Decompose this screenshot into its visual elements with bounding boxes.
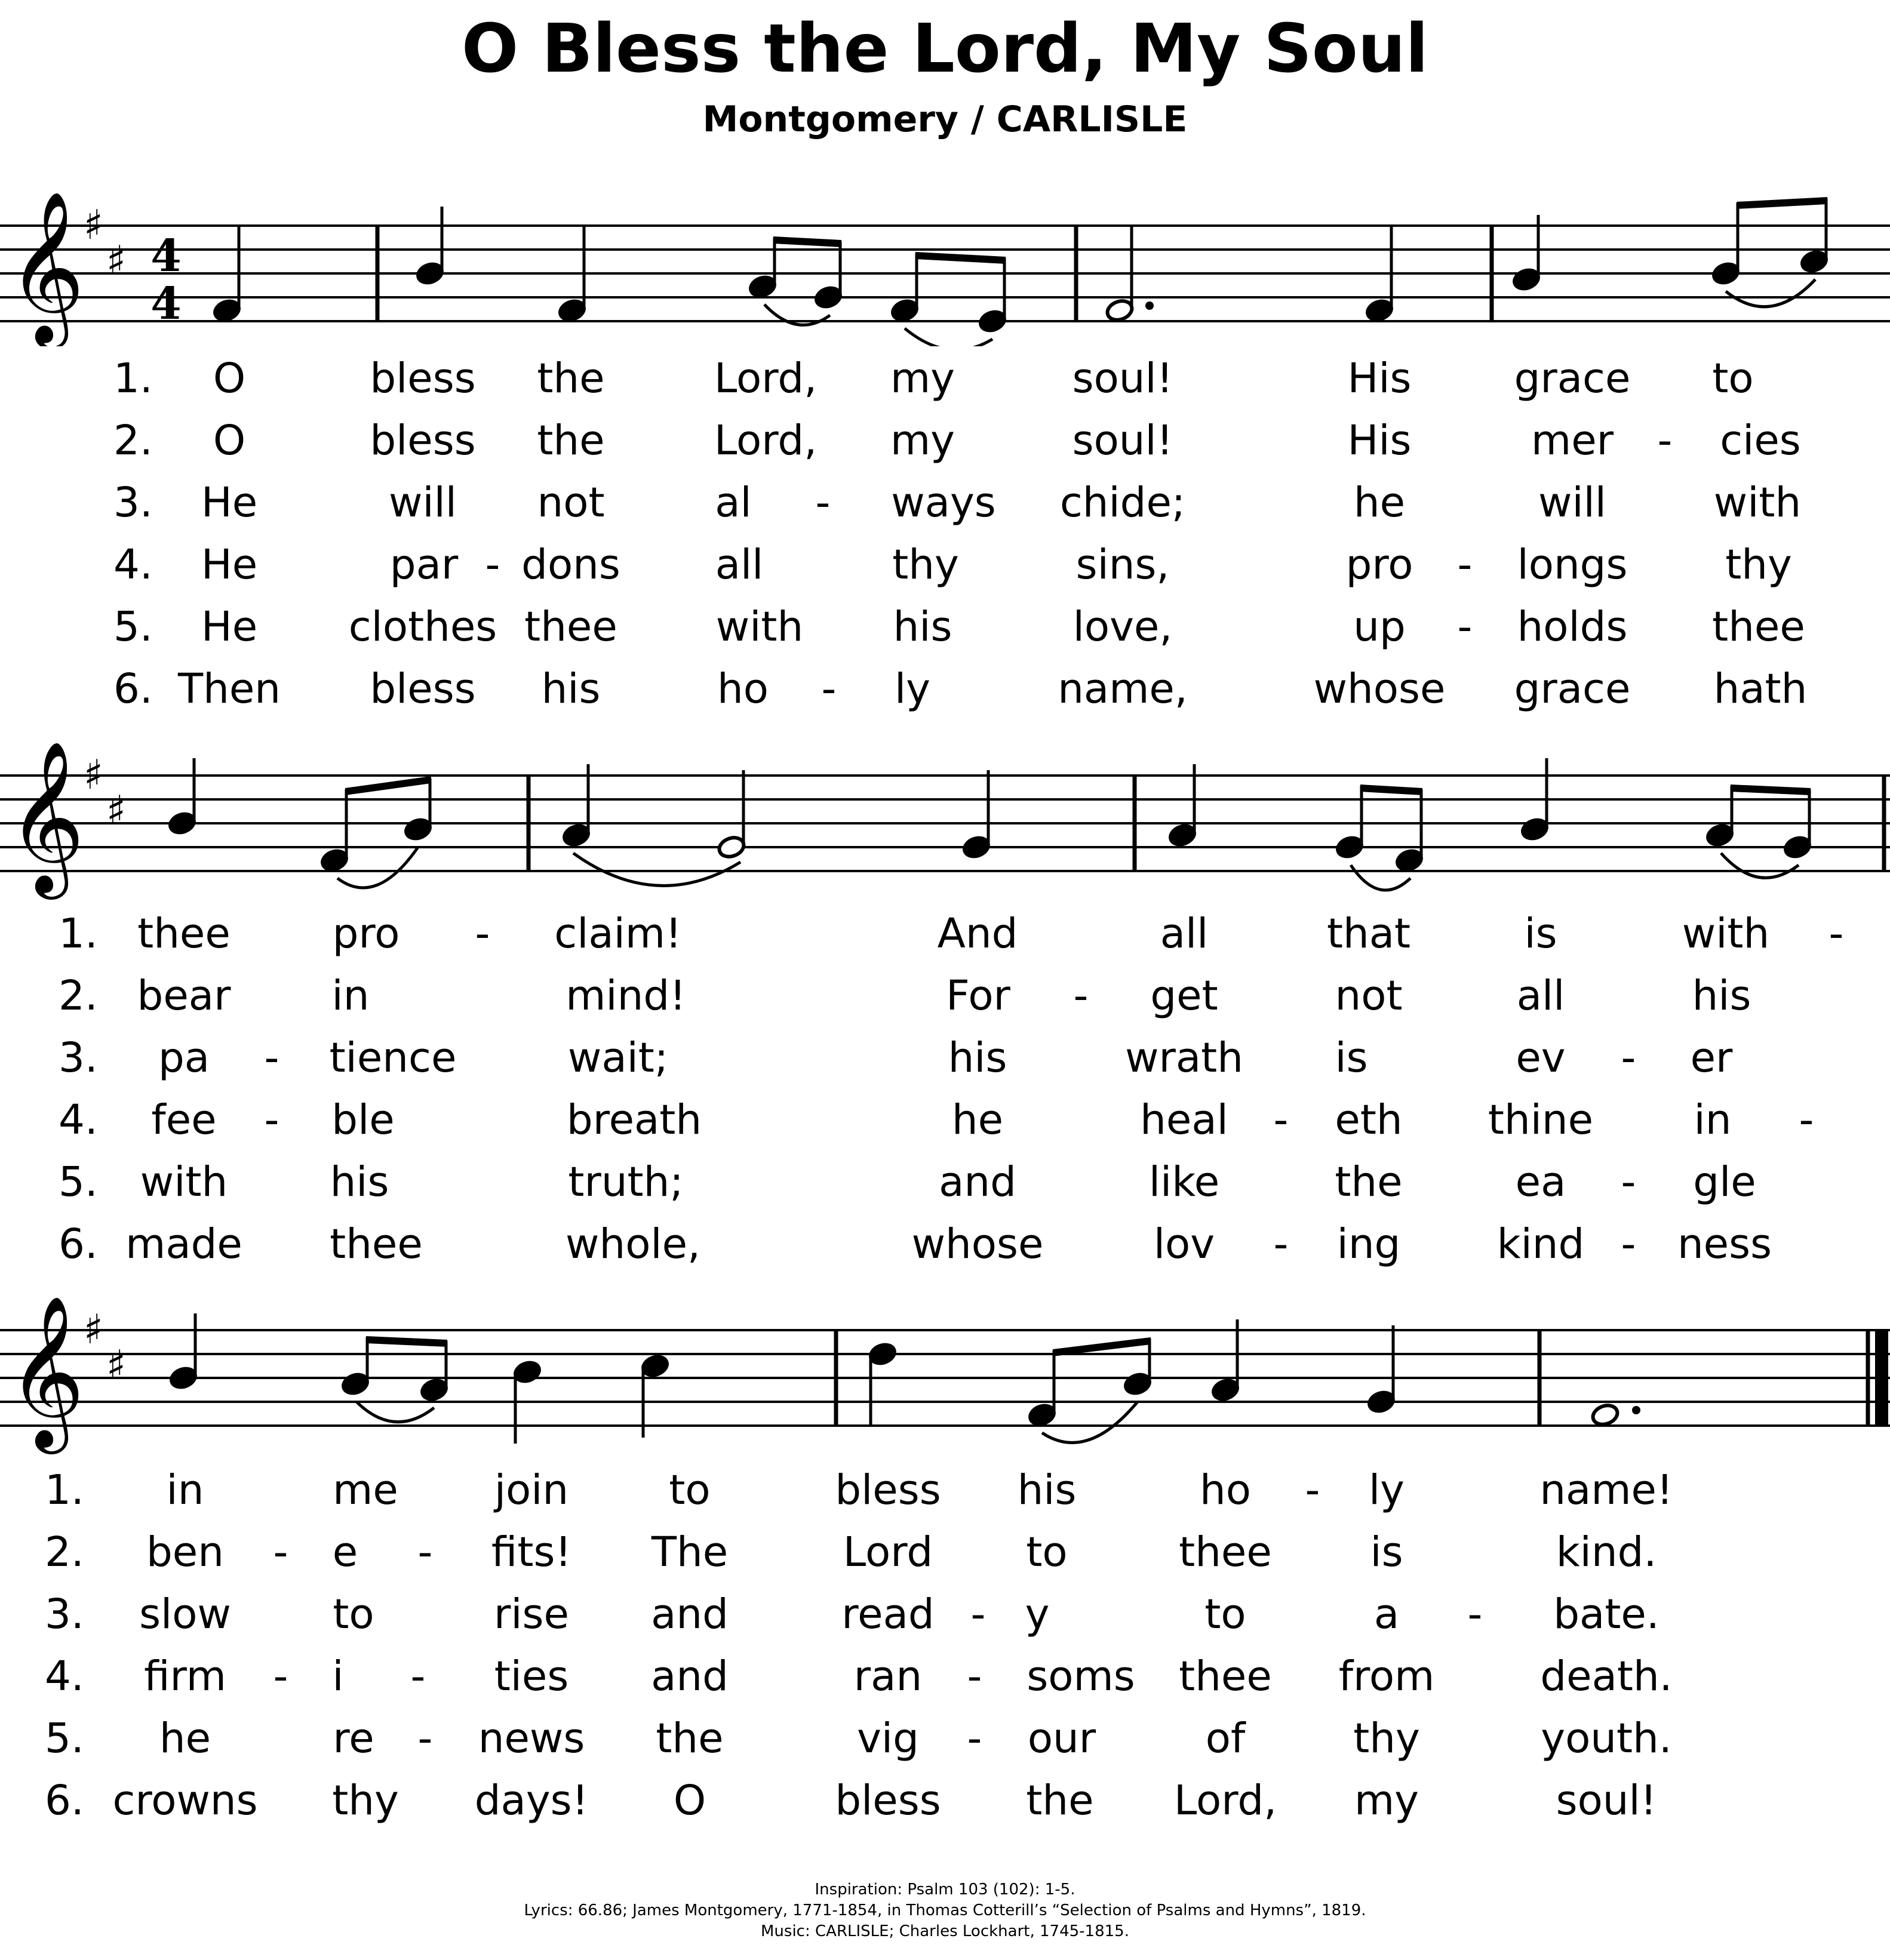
lyric-syllable: all xyxy=(1516,972,1565,1020)
verse-number: 5. xyxy=(45,1715,84,1762)
treble-clef-icon: 𝄞 xyxy=(7,1294,85,1447)
lyric-syllable: - xyxy=(1467,1590,1483,1638)
lyric-syllable: thee xyxy=(137,910,231,958)
verse-line xyxy=(0,472,1890,534)
lyric-syllable: pro xyxy=(332,910,400,958)
lyric-syllable: whose xyxy=(1313,665,1446,713)
lyric-syllable: - xyxy=(1273,1220,1289,1268)
lyric-syllable: pro xyxy=(1345,541,1413,589)
lyric-syllable: He xyxy=(201,479,258,527)
credit-inspiration: Inspiration: Psalm 103 (102): 1-5. xyxy=(815,1881,1075,1899)
lyric-syllable: thy xyxy=(1353,1715,1420,1762)
credits xyxy=(0,1879,1890,1942)
lyric-syllable: ev xyxy=(1516,1034,1566,1082)
lyric-syllable: bless xyxy=(370,665,476,713)
lyric-syllable: eth xyxy=(1335,1096,1403,1144)
lyric-syllable: O xyxy=(213,417,246,464)
lyric-syllable: The xyxy=(651,1528,729,1576)
beams xyxy=(773,197,1827,264)
lyric-syllable: his xyxy=(330,1158,389,1206)
lyric-syllable: is xyxy=(1370,1528,1403,1576)
lyric-syllable: he xyxy=(1353,479,1406,527)
treble-clef-icon: 𝄞 xyxy=(7,740,85,893)
lyric-syllable: claim! xyxy=(554,910,682,958)
lyric-syllable: he xyxy=(951,1096,1004,1144)
lyric-syllable: slow xyxy=(139,1590,231,1638)
lyric-syllable: ho xyxy=(717,665,769,713)
verse-line xyxy=(0,1213,1890,1275)
lyric-syllable: not xyxy=(537,479,605,527)
svg-text:♯: ♯ xyxy=(84,202,103,249)
lyric-syllable: the xyxy=(1335,1158,1403,1206)
lyric-syllable: vig xyxy=(857,1715,919,1762)
lyric-syllable: with xyxy=(1713,479,1802,527)
verse-number: 2. xyxy=(59,972,98,1020)
lyric-syllable: my xyxy=(890,417,955,464)
verse-number: 1. xyxy=(113,355,153,402)
lyric-syllable: - xyxy=(1799,1096,1814,1144)
lyric-syllable: - xyxy=(1621,1034,1636,1082)
lyric-syllable: thy xyxy=(1725,541,1792,589)
lyric-syllable: the xyxy=(656,1715,724,1762)
lyric-syllable: tience xyxy=(329,1034,457,1082)
verse-number: 4. xyxy=(113,541,153,589)
verse-line xyxy=(0,1521,1890,1583)
verse-number: 5. xyxy=(113,603,153,651)
lyric-syllable: re xyxy=(333,1715,374,1762)
verse-line xyxy=(0,1459,1890,1521)
lyric-syllable: - xyxy=(1305,1466,1320,1514)
lyric-syllable: ways xyxy=(891,479,996,527)
lyric-syllable: his xyxy=(893,603,952,651)
verse-line xyxy=(0,1707,1890,1770)
lyric-syllable: thee xyxy=(1179,1528,1272,1576)
lyric-syllable: - xyxy=(1657,417,1673,464)
lyric-syllable: from xyxy=(1338,1653,1435,1700)
lyric-syllable: to xyxy=(669,1466,711,1514)
credit-lyrics: Lyrics: 66.86; James Montgomery, 1771-1854, in Thomas Cotterill’s “Selection of Psalms and Hymns”, 1819. xyxy=(524,1901,1366,1919)
lyric-syllable: his xyxy=(541,665,601,713)
lyric-syllable: chide; xyxy=(1059,479,1186,527)
lyric-syllable: par xyxy=(389,541,459,589)
lyric-syllable: soul! xyxy=(1556,1777,1657,1824)
verse-number: 6. xyxy=(45,1777,84,1824)
lyric-syllable: - xyxy=(417,1715,433,1762)
lyric-syllable: love, xyxy=(1072,603,1173,651)
verse-number: 3. xyxy=(59,1034,98,1082)
lyric-syllable: ly xyxy=(1368,1466,1405,1514)
lyric-syllable: our xyxy=(1027,1715,1096,1762)
lyric-syllable: thine xyxy=(1488,1096,1594,1144)
verse-line xyxy=(0,410,1890,472)
lyric-syllable: to xyxy=(1204,1590,1246,1638)
lyric-syllable: get xyxy=(1150,972,1218,1020)
lyric-syllable: that xyxy=(1326,910,1411,958)
lyric-syllable: in xyxy=(166,1466,204,1514)
lyric-syllable: Lord, xyxy=(714,355,818,402)
lyric-syllable: ness xyxy=(1677,1220,1772,1268)
lyric-syllable: to xyxy=(333,1590,374,1638)
lyric-syllable: - xyxy=(410,1653,426,1700)
verse-line xyxy=(0,1089,1890,1151)
lyric-syllable: with xyxy=(715,603,804,651)
lyric-syllable: a xyxy=(1373,1590,1400,1638)
lyric-syllable: bless xyxy=(370,355,476,402)
lyric-syllable: is xyxy=(1524,910,1557,958)
verse-line xyxy=(0,1770,1890,1832)
lyric-syllable: breath xyxy=(566,1096,702,1144)
lyric-syllable: is xyxy=(1335,1034,1368,1082)
lyric-syllable: thee xyxy=(330,1220,423,1268)
lyric-syllable: in xyxy=(331,972,370,1020)
lyric-syllable: all xyxy=(715,541,764,589)
svg-text:♯: ♯ xyxy=(84,752,103,799)
lyric-syllable: - xyxy=(273,1528,288,1576)
lyric-syllable: whole, xyxy=(566,1220,700,1268)
verse-line xyxy=(0,596,1890,658)
verse-number: 1. xyxy=(45,1466,84,1514)
verse-number: 4. xyxy=(59,1096,98,1144)
verse-number: 6. xyxy=(59,1220,98,1268)
lyric-syllable: - xyxy=(264,1096,279,1144)
lyric-syllable: - xyxy=(485,541,500,589)
lyric-syllable: bless xyxy=(370,417,476,464)
lyric-syllable: news xyxy=(478,1715,585,1762)
verse-number: 2. xyxy=(45,1528,84,1576)
lyric-syllable: e xyxy=(332,1528,358,1576)
lyric-syllable: - xyxy=(967,1653,982,1700)
verse-number: 4. xyxy=(45,1653,84,1700)
lyric-syllable: Lord, xyxy=(714,417,818,464)
verse-line xyxy=(0,1151,1890,1213)
lyric-syllable: - xyxy=(821,665,837,713)
lyric-syllable: all xyxy=(1160,910,1209,958)
hymn-subtitle: Montgomery / CARLISLE xyxy=(702,99,1188,140)
lyric-syllable: kind xyxy=(1496,1220,1585,1268)
lyric-syllable: ho xyxy=(1200,1466,1251,1514)
verse-line xyxy=(0,1645,1890,1707)
verse-line xyxy=(0,534,1890,596)
verse-line xyxy=(0,347,1890,410)
lyric-syllable: ly xyxy=(894,665,931,713)
verse-number: 1. xyxy=(59,910,98,958)
lyric-syllable: will xyxy=(1538,479,1606,527)
lyric-syllable: O xyxy=(673,1777,706,1824)
notes xyxy=(212,198,1829,334)
lyric-syllable: not xyxy=(1335,972,1403,1020)
lyric-syllable: the xyxy=(537,355,605,402)
lyric-syllable: fits! xyxy=(491,1528,572,1576)
lyric-syllable: in xyxy=(1694,1096,1732,1144)
lyric-syllable: of xyxy=(1205,1715,1246,1762)
beams xyxy=(345,776,1811,795)
lyric-syllable: longs xyxy=(1517,541,1628,589)
verse-number: 3. xyxy=(113,479,153,527)
lyric-syllable: - xyxy=(417,1528,433,1576)
lyric-syllable: soul! xyxy=(1072,417,1173,464)
lyric-syllable: firm xyxy=(144,1653,226,1700)
lyric-syllable: rise xyxy=(494,1590,569,1638)
lyric-syllable: Lord xyxy=(843,1528,933,1576)
lyric-syllable: er xyxy=(1690,1034,1733,1082)
lyric-syllable: kind. xyxy=(1556,1528,1657,1576)
lyric-syllable: thee xyxy=(524,603,617,651)
lyric-syllable: mer xyxy=(1531,417,1614,464)
lyric-syllable: pa xyxy=(158,1034,210,1082)
lyric-syllable: bless xyxy=(835,1466,941,1514)
lyric-syllable: - xyxy=(815,479,831,527)
lyric-syllable: the xyxy=(1026,1777,1094,1824)
lyric-syllable: name, xyxy=(1058,665,1188,713)
lyric-syllable: al xyxy=(715,479,752,527)
lyric-syllable: ble xyxy=(331,1096,395,1144)
lyric-syllable: grace xyxy=(1514,665,1631,713)
lyric-syllable: - xyxy=(1457,541,1473,589)
lyric-syllable: youth. xyxy=(1541,1715,1672,1762)
lyric-syllable: truth; xyxy=(568,1158,684,1206)
lyric-syllable: dons xyxy=(521,541,620,589)
svg-text:4: 4 xyxy=(150,278,182,330)
lyric-syllable: the xyxy=(537,417,605,464)
lyric-syllable: Lord, xyxy=(1173,1777,1277,1824)
lyric-syllable: His xyxy=(1347,355,1412,402)
lyric-syllable: ea xyxy=(1515,1158,1566,1206)
credit-music: Music: CARLISLE; Charles Lockhart, 1745-1815. xyxy=(761,1922,1129,1940)
lyric-syllable: hath xyxy=(1713,665,1808,713)
lyric-syllable: and xyxy=(651,1590,729,1638)
lyric-syllable: name! xyxy=(1539,1466,1673,1514)
lyric-syllable: - xyxy=(1828,910,1844,958)
lyric-syllable: me xyxy=(333,1466,398,1514)
lyric-syllable: ties xyxy=(494,1653,569,1700)
lyric-syllable: made xyxy=(125,1220,242,1268)
svg-text:4: 4 xyxy=(150,230,182,282)
time-signature xyxy=(150,230,182,330)
lyric-syllable: death. xyxy=(1540,1653,1673,1700)
lyric-syllable: his xyxy=(1017,1466,1077,1514)
verse-number: 6. xyxy=(113,665,153,713)
lyric-syllable: lov xyxy=(1153,1220,1215,1268)
lyric-syllable: to xyxy=(1026,1528,1068,1576)
verse-line xyxy=(0,1583,1890,1645)
lyric-syllable: days! xyxy=(474,1777,589,1824)
lyric-syllable: join xyxy=(494,1466,569,1514)
lyric-syllable: he xyxy=(159,1715,211,1762)
lyric-syllable: soul! xyxy=(1072,355,1173,402)
lyric-syllable: bear xyxy=(137,972,231,1020)
slurs xyxy=(764,279,1815,346)
verse-line xyxy=(0,903,1890,965)
lyric-syllable: with xyxy=(1682,910,1770,958)
lyric-syllable: mind! xyxy=(566,972,686,1020)
lyric-syllable: - xyxy=(970,1590,986,1638)
lyric-syllable: He xyxy=(201,541,258,589)
final-barline xyxy=(1875,1329,1888,1427)
lyric-syllable: wait; xyxy=(567,1034,669,1082)
slurs xyxy=(357,1402,1138,1442)
lyric-syllable: and xyxy=(939,1158,1016,1206)
lyric-syllable: y xyxy=(1025,1590,1050,1638)
lyric-syllable: and xyxy=(651,1653,729,1700)
verse-line xyxy=(0,658,1890,720)
lyric-syllable: - xyxy=(1621,1220,1636,1268)
lyric-syllable: fee xyxy=(151,1096,217,1144)
lyric-syllable: sins, xyxy=(1075,541,1170,589)
lyric-syllable: read xyxy=(841,1590,935,1638)
lyric-syllable: whose xyxy=(911,1220,1044,1268)
staff-system-1 xyxy=(0,179,1890,346)
lyric-syllable: - xyxy=(1273,1096,1289,1144)
lyric-syllable: heal xyxy=(1140,1096,1228,1144)
lyric-syllable: with xyxy=(140,1158,228,1206)
verse-number: 2. xyxy=(113,417,153,464)
staff-system-2 xyxy=(0,732,1890,905)
treble-clef-icon: 𝄞 xyxy=(7,190,85,343)
lyric-syllable: up xyxy=(1353,603,1406,651)
svg-text:♯: ♯ xyxy=(106,238,126,285)
lyric-syllable: to xyxy=(1712,355,1754,402)
lyric-syllable: thee xyxy=(1179,1653,1272,1700)
lyric-syllable: ing xyxy=(1336,1220,1401,1268)
lyric-syllable: gle xyxy=(1693,1158,1756,1206)
svg-text:♯: ♯ xyxy=(106,1342,126,1389)
lyric-syllable: - xyxy=(273,1653,288,1700)
lyric-syllable: my xyxy=(890,355,955,402)
lyric-syllable: - xyxy=(1457,603,1473,651)
lyric-syllable: will xyxy=(389,479,457,527)
lyric-syllable: He xyxy=(201,603,258,651)
lyric-syllable: my xyxy=(1354,1777,1419,1824)
lyric-syllable: thy xyxy=(332,1777,399,1824)
staff-system-3 xyxy=(0,1284,1890,1457)
verse-line xyxy=(0,965,1890,1027)
slurs xyxy=(337,847,1799,890)
hymn-title: O Bless the Lord, My Soul xyxy=(462,10,1428,88)
lyric-syllable: - xyxy=(475,910,490,958)
lyric-syllable: cies xyxy=(1720,417,1801,464)
lyric-syllable: Then xyxy=(177,665,281,713)
verse-number: 5. xyxy=(59,1158,98,1206)
lyric-syllable: ran xyxy=(853,1653,923,1700)
lyric-syllable: his xyxy=(948,1034,1007,1082)
lyric-syllable: clothes xyxy=(348,603,497,651)
lyric-syllable: - xyxy=(1073,972,1089,1020)
lyric-syllable: soms xyxy=(1027,1653,1135,1700)
lyric-syllable: wrath xyxy=(1125,1034,1243,1082)
lyric-syllable: And xyxy=(937,910,1018,958)
lyric-syllable: thee xyxy=(1712,603,1805,651)
svg-text:♯: ♯ xyxy=(84,1306,103,1353)
lyric-syllable: his xyxy=(1692,972,1751,1020)
lyric-syllable: - xyxy=(967,1715,982,1762)
lyric-syllable: For xyxy=(946,972,1010,1020)
lyric-syllable: O xyxy=(213,355,246,402)
verse-line xyxy=(0,1027,1890,1089)
svg-text:♯: ♯ xyxy=(106,787,126,835)
lyric-syllable: - xyxy=(264,1034,279,1082)
lyric-syllable: - xyxy=(1621,1158,1636,1206)
lyric-syllable: ben xyxy=(146,1528,224,1576)
lyric-syllable: bless xyxy=(835,1777,941,1824)
lyric-syllable: i xyxy=(332,1653,344,1700)
lyric-syllable: holds xyxy=(1517,603,1628,651)
verse-number: 3. xyxy=(45,1590,84,1638)
lyric-syllable: His xyxy=(1347,417,1412,464)
lyric-syllable: grace xyxy=(1514,355,1631,402)
lyric-syllable: bate. xyxy=(1553,1590,1659,1638)
lyric-syllable: crowns xyxy=(112,1777,258,1824)
lyric-syllable: like xyxy=(1148,1158,1220,1206)
lyric-syllable: thy xyxy=(892,541,959,589)
